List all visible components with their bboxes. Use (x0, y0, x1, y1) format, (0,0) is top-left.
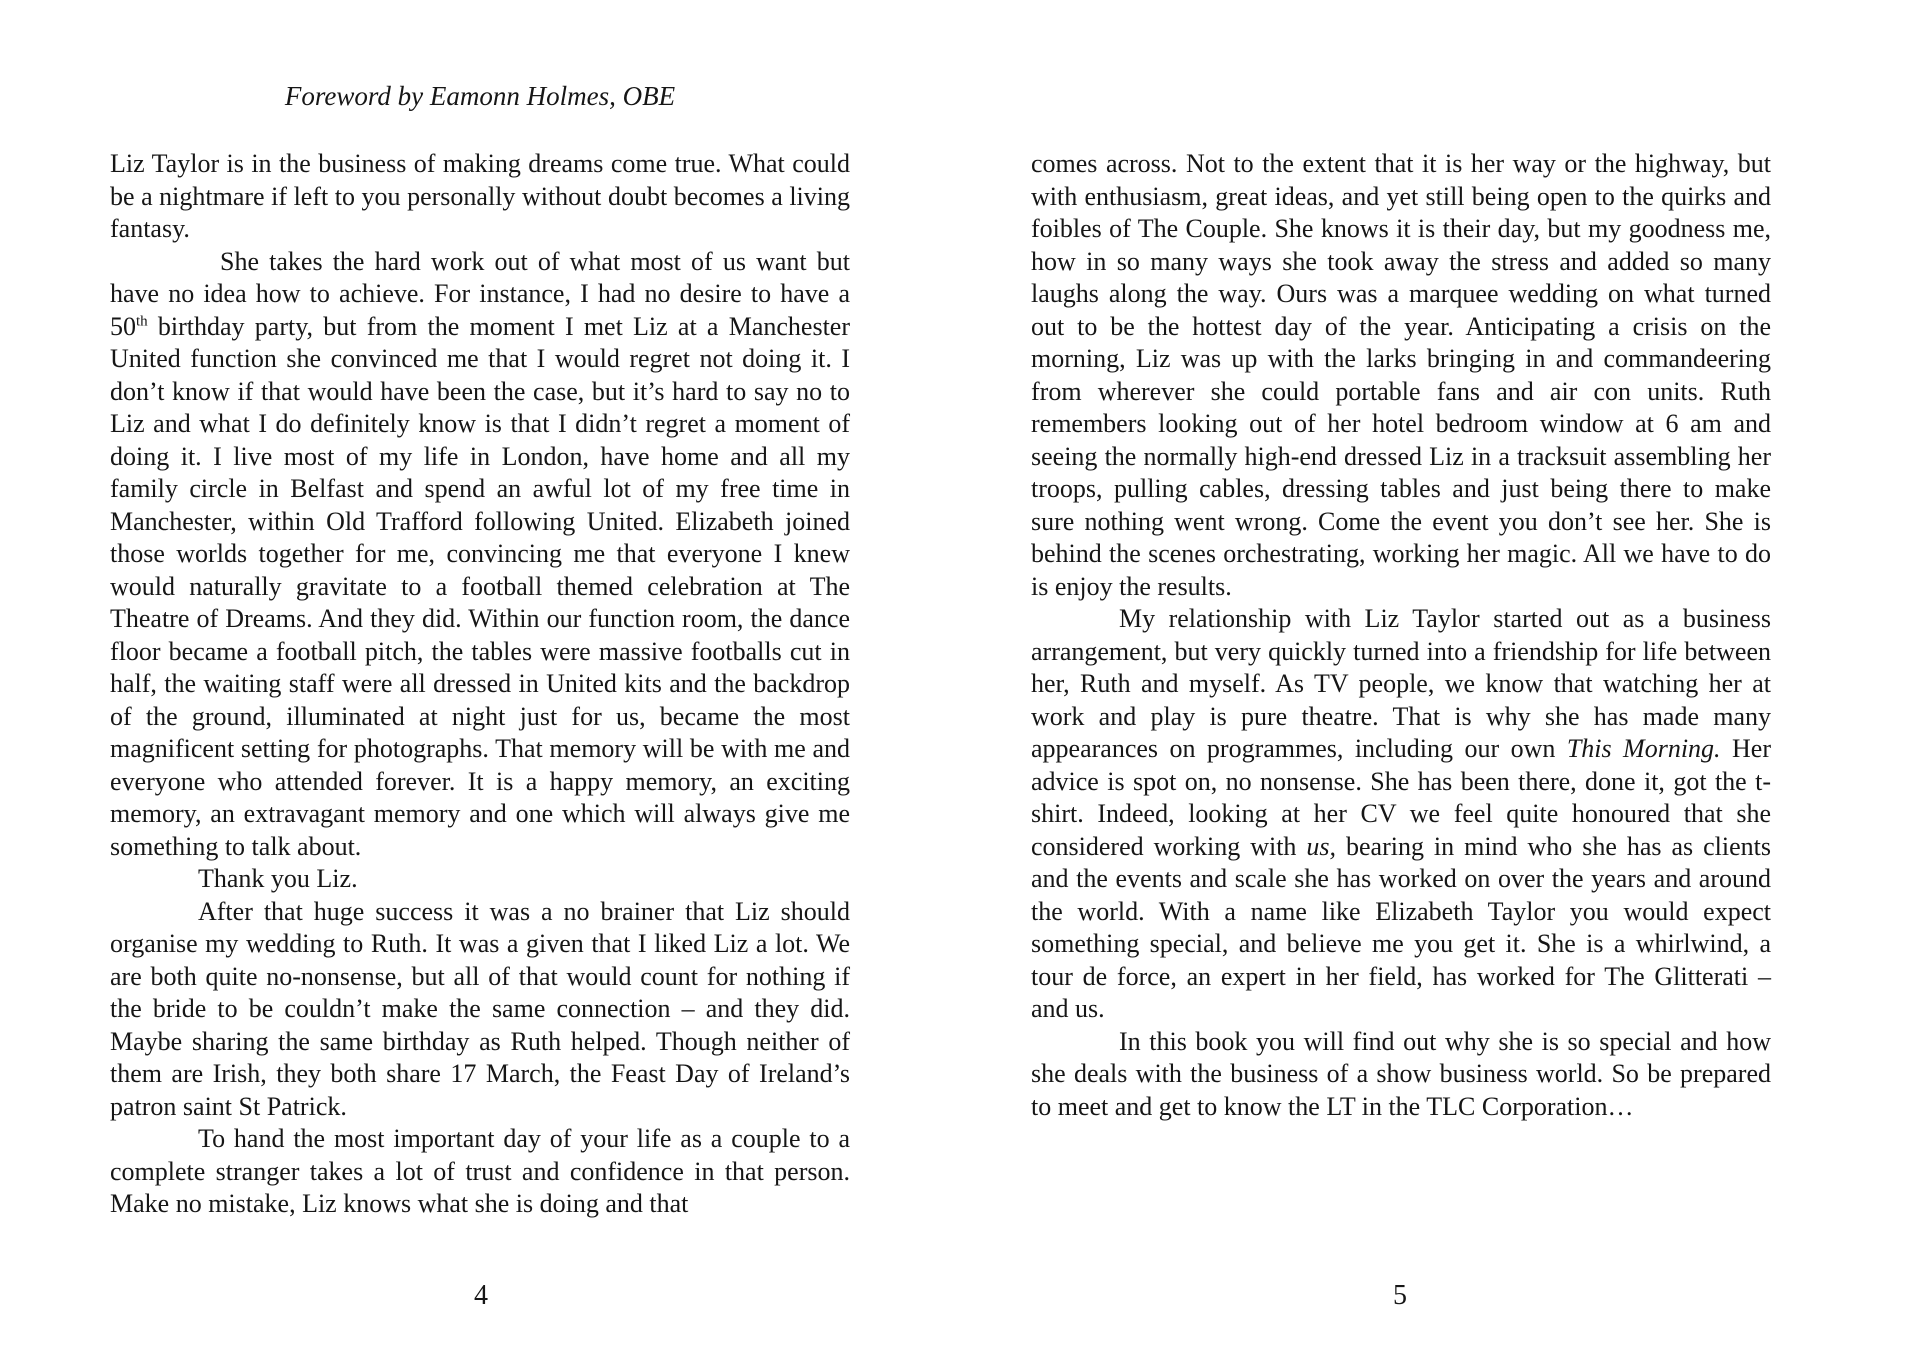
paragraph: In this book you will find out why she is so special and how she deals with the business of a show business world. So be prepared to meet and get to know the LT in the TLC Corporation… (1031, 1026, 1771, 1121)
emphasis: us, (1306, 831, 1337, 861)
paragraph (110, 246, 850, 864)
paragraph (1031, 603, 1771, 1026)
right-page (960, 0, 1920, 1347)
right-page-body (1031, 148, 1771, 1123)
paragraph: comes across. Not to the extent that it is her way or the highway, but with enthusiasm, great ideas, and yet still being open to the quirks and foibles of The Couple. She knows it is their day, but my goodness me, how in so many ways she took away the stress and added so many laughs along the way. Ours was a marquee wedding on what turned out to be the hottest day of the year. Anticipating a crisis on the morning, Liz was up with the larks bringing in and commandeering from wherever she could portable fans and air con units. Ruth remembers looking out of her hotel bedroom window at 6 am and seeing the normally high-end dressed Liz in a tracksuit assembling her troops, pulling cables, dressing tables and just being there to make sure nothing went wrong. Come the event you don’t see her. She is behind the scenes orchestrating, working her magic. All we have to do is enjoy the results. (1031, 149, 1771, 601)
page-number: 4 (474, 1280, 488, 1311)
paragraph-text: birthday party, but from the moment I met Liz at a Manchester United function she convinced me that I would regret not doing it. I don’t know if that would have been the case, but it’s hard to say no to Liz and what I do definitely know is that I didn’t regret a moment of doing it. I live most of my life in London, have home and all my family circle in Belfast and spend an awful lot of my free time in Manchester, within Old Trafford following United. Elizabeth joined those worlds together for me, convincing me that everyone I knew would naturally gravitate to a football themed celebration at The Theatre of Dreams. And they did. Within our function room, the dance floor became a football pitch, the tables were massive footballs cut in half, the waiting staff were all dressed in United kits and the backdrop of the ground, illuminated at night just for us, became the most magnificent setting for photographs. That memory will be with me and everyone who attended forever. It is a happy memory, an exciting memory, an extravagant memory and one which will always give me something to talk about. (110, 311, 850, 861)
programme-title: This Morning. (1566, 734, 1721, 763)
paragraph: Liz Taylor is in the business of making dreams come true. What could be a nightmare if left to you personally without doubt becomes a living fantasy. (110, 149, 850, 243)
left-page-body (110, 148, 850, 1221)
running-head: Foreword by Eamonn Holmes, OBE (284, 81, 676, 111)
page-number: 5 (1393, 1280, 1407, 1311)
paragraph: Thank you Liz. (198, 864, 358, 893)
paragraph-text: My relationship with Liz Taylor started out as a business arrangement, but very quickly turned into a friendship for life between her, Ruth and myself. As TV people, we know that watching her at work and play is pure theatre. That is why she has made many appearances on programmes, including our own (1031, 604, 1771, 763)
paragraph-text: She takes the hard work out of what most of us want but have no idea how to achieve. For instance, I had no desire to have a 50 (110, 246, 850, 341)
paragraph: After that huge success it was a no brainer that Liz should organise my wedding to Ruth. It was a given that I liked Liz a lot. We are both quite no-nonsense, but all of that would count for nothing if the bride to be couldn’t make the same connection – and they did. Maybe sharing the same birthday as Ruth helped. Though neither of them are Irish, they both share 17 March, the Feast Day of Ireland’s patron saint St Patrick. (110, 896, 850, 1121)
paragraph-text: Her advice is spot on, no nonsense. She has been there, done it, got the t-shirt. Indeed, looking at her CV we feel quite honoured that she considered working with (1031, 734, 1771, 861)
paragraph-text: bearing in mind who she has as clients and the events and scale she has worked on over the years and around the world. With a name like Elizabeth Taylor you would expect something special, and believe me you get it. She is a whirlwind, a tour de force, an expert in her field, has worked for The Glitterati – and us. (1031, 831, 1771, 1023)
ordinal-superscript: th (136, 312, 148, 329)
paragraph: To hand the most important day of your life as a couple to a complete stranger takes a lot of trust and confidence in that person. Make no mistake, Liz knows what she is doing and that (110, 1124, 850, 1218)
